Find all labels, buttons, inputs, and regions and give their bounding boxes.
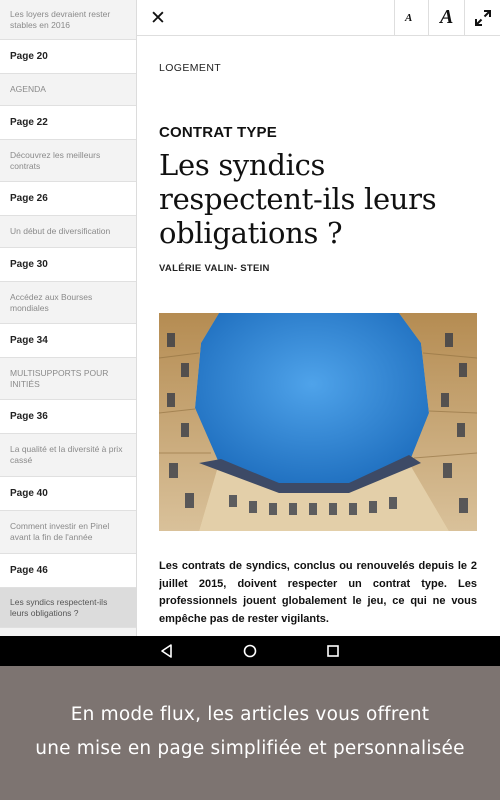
system-navbar — [0, 636, 500, 666]
toc-item-label: Les loyers devraient rester stables en 2016 — [10, 8, 111, 30]
toc-item-description[interactable] — [0, 216, 136, 248]
toc-item-label: MULTISUPPORTS POUR INITIÉS — [10, 367, 109, 389]
article-section: LOGEMENT — [159, 62, 222, 74]
promo-caption — [0, 666, 500, 800]
toc-item-description[interactable] — [0, 511, 136, 554]
article-photo — [159, 313, 477, 531]
toc-item-page[interactable] — [0, 182, 136, 216]
toc-item-description[interactable] — [0, 282, 136, 324]
toc-page-label: Page 46 — [10, 565, 48, 576]
fullscreen-icon[interactable] — [474, 9, 492, 27]
toolbar-divider — [394, 0, 395, 36]
toc-item-page[interactable] — [0, 106, 136, 140]
toc-item-label: La qualité et la diversité à prix cassé — [10, 444, 123, 465]
toc-item-description[interactable] — [0, 74, 136, 106]
toc-item-page[interactable] — [0, 400, 136, 434]
toc-item-page[interactable] — [0, 554, 136, 588]
toc-item-page[interactable] — [0, 324, 136, 358]
toc-item-label: Les syndics respectent-ils leurs obligations ? — [10, 596, 108, 618]
sidebar-toc — [0, 0, 137, 636]
article-lead: Les contrats de syndics, conclus ou renouvelés depuis le 2 juillet 2015, doivent respecter un contrat type. Les professionnels jouent globalement le jeu, ce qui ne vous empêche pas de rester vigilants. — [159, 560, 477, 625]
toc-item-description-selected[interactable] — [0, 588, 136, 628]
article-author: VALÉRIE VALIN- STEIN — [159, 263, 270, 274]
toc-page-label: Page 20 — [10, 51, 48, 62]
toc-item-description[interactable] — [0, 358, 136, 400]
toc-item-description[interactable] — [0, 434, 136, 477]
toc-page-label: Page 30 — [10, 259, 48, 270]
caption-line-1: En mode flux, les articles vous offrent — [70, 704, 430, 725]
toc-item-page[interactable] — [0, 477, 136, 511]
toc-item-label: Un début de diversification — [10, 226, 111, 236]
toolbar-divider — [428, 0, 429, 36]
toc-item-page[interactable] — [0, 248, 136, 282]
toc-item-page[interactable] — [0, 40, 136, 74]
toc-page-label: Page 34 — [10, 335, 48, 346]
font-increase-button[interactable]: A — [440, 6, 454, 28]
article — [159, 36, 477, 636]
recents-icon[interactable] — [324, 642, 342, 660]
font-decrease-button[interactable]: A — [405, 12, 413, 24]
toc-item-label: Comment investir en Pinel avant la fin de l'année — [10, 521, 110, 542]
toc-page-label: Page 40 — [10, 488, 48, 499]
back-icon[interactable] — [158, 642, 176, 660]
toc-page-label: Page 26 — [10, 193, 48, 204]
toc-item-label: Accédez aux Bourses mondiales — [10, 291, 93, 313]
toc-item-description[interactable] — [0, 140, 136, 182]
toc-item-label: Découvrez les meilleurs contrats — [10, 149, 101, 171]
caption-line-2: une mise en page simplifiée et personnalisée — [35, 738, 465, 759]
toc-page-label: Page 36 — [10, 411, 48, 422]
reader-toolbar — [137, 0, 500, 36]
toc-page-label: Page 22 — [10, 117, 48, 128]
toolbar-divider — [464, 0, 465, 36]
home-icon[interactable] — [241, 642, 259, 660]
toc-item-label: AGENDA — [10, 84, 46, 94]
toc-item-description[interactable] — [0, 0, 136, 40]
article-kicker: CONTRAT TYPE — [159, 124, 277, 141]
close-icon[interactable]: ✕ — [150, 7, 166, 29]
article-headline: Les syndics respectent-ils leurs obligations ? — [159, 148, 437, 250]
